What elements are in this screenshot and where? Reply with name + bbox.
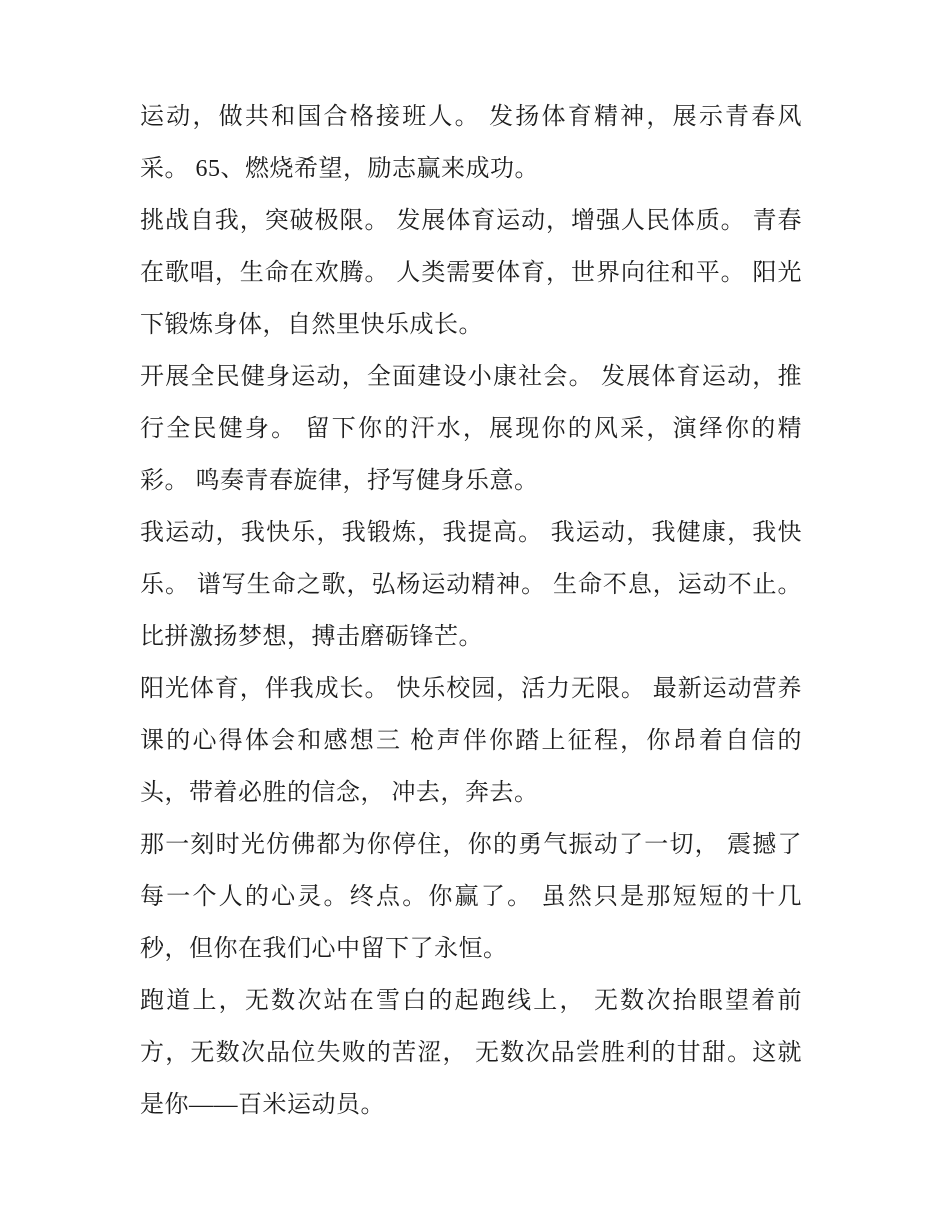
text-line: 乐。 谱写生命之歌，弘杨运动精神。 生命不息，运动不止。 <box>140 572 802 598</box>
paragraph <box>140 819 802 975</box>
text-line: 彩。 鸣奏青春旋律，抒写健身乐意。 <box>140 468 539 494</box>
paragraph <box>140 351 802 507</box>
paragraph <box>140 507 802 663</box>
text-line: 比拼激扬梦想，搏击磨砺锋芒。 <box>140 624 483 650</box>
text-line: 运动，做共和国合格接班人。 发扬体育精神，展示青春风 <box>140 104 802 130</box>
text-line: 下锻炼身体，自然里快乐成长。 <box>140 312 483 338</box>
text-line: 那一刻时光仿佛都为你停住，你的勇气振动了一切， 震撼了 <box>140 832 802 858</box>
text-line: 在歌唱，生命在欢腾。 人类需要体育，世界向往和平。 阳光 <box>140 260 802 286</box>
text-line: 是你——百米运动员。 <box>140 1092 385 1118</box>
text-line: 秒，但你在我们心中留下了永恒。 <box>140 936 508 962</box>
text-line: 我运动，我快乐，我锻炼，我提高。 我运动，我健康，我快 <box>140 520 802 546</box>
paragraph <box>140 663 802 819</box>
text-line: 方，无数次品位失败的苦涩， 无数次品尝胜利的甘甜。这就 <box>140 1040 802 1066</box>
text-line: 挑战自我，突破极限。 发展体育运动，增强人民体质。 青春 <box>140 208 802 234</box>
text-line: 跑道上，无数次站在雪白的起跑线上， 无数次抬眼望着前 <box>140 988 802 1014</box>
paragraph <box>140 91 802 195</box>
text-line: 头，带着必胜的信念， 冲去，奔去。 <box>140 780 539 806</box>
text-line: 阳光体育，伴我成长。 快乐校园，活力无限。 最新运动营养 <box>140 676 802 702</box>
text-line: 每一个人的心灵。终点。你赢了。 虽然只是那短短的十几 <box>140 884 802 910</box>
text-line: 课的心得体会和感想三 枪声伴你踏上征程，你昂着自信的 <box>140 728 802 754</box>
text-line: 行全民健身。 留下你的汗水，展现你的风采，演绎你的精 <box>140 416 802 442</box>
text-line: 开展全民健身运动，全面建设小康社会。 发展体育运动，推 <box>140 364 802 390</box>
paragraph <box>140 195 802 351</box>
text-line: 采。 65、燃烧希望，励志赢来成功。 <box>140 156 539 182</box>
document-page <box>140 91 802 1131</box>
paragraph <box>140 975 802 1131</box>
